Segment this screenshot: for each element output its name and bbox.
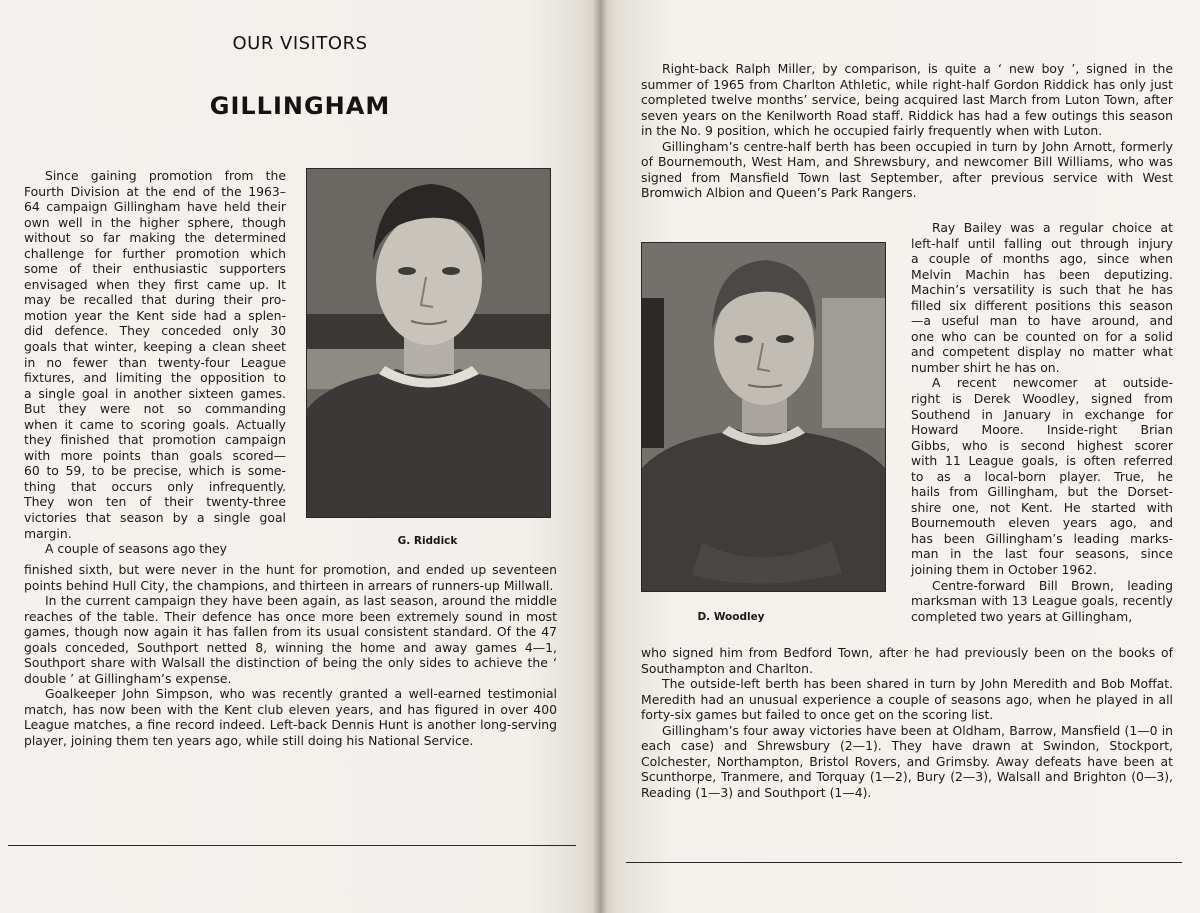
text-line: without so far making the determined [24, 230, 286, 246]
text-line: they finished that promotion campaign [24, 432, 286, 448]
intro-paragraph [24, 168, 286, 541]
text-line: envisaged when they first came up. It [24, 276, 286, 292]
text-line: and competent display no matter what [911, 344, 1173, 360]
text-line: motion year the Kent side had a splen- [24, 307, 286, 323]
text-line: Fourth Division at the end of the 1963– [24, 183, 286, 199]
text-line: has been Gillingham’s leading marks- [911, 530, 1173, 546]
paragraph-fullbacks: Right-back Ralph Miller, by comparison, is quite a ‘ new boy ’, signed in the summer of 1965 from Charlton Athletic, while right-half Gordon Riddick has only just completed twelve months’ service, being acquired last March from Luton Town, after seven years on the Kenilworth Road staff. Riddick has had a few outings this season in the No. 9 position, which he occupied fairly frequently when with Luton. [641, 61, 1173, 139]
text-line: to as a local-born player. True, he [911, 468, 1173, 484]
text-line: with 11 League goals, is often referred [911, 453, 1173, 469]
paragraph-seasons-start: A couple of seasons ago they [45, 541, 228, 557]
text-line: A recent newcomer at outside- [932, 375, 1173, 391]
text-line: Ray Bailey was a regular choice at [932, 220, 1173, 235]
text-line: filled six different positions this season [911, 297, 1173, 313]
text-line: Gibbs, who is second highest scorer [911, 437, 1173, 453]
paragraph-brown-start [911, 578, 1173, 625]
text-line: —a useful man to have around, and [911, 313, 1173, 329]
paragraph-outside-left: The outside-left berth has been shared in turn by John Meredith and Bob Moffat. Meredith had an unusual experience a couple of seasons ago, when he played in all forty-six games but failed to once get on the scoring list. [641, 676, 1173, 723]
text-line: own well in the higher sphere, though [24, 214, 286, 230]
paragraph-away-record: Gillingham’s four away victories have been at Oldham, Barrow, Mansfield (1—0 in each case) and Shrewsbury (2—1). They have drawn at Swindon, Stockport, Colchester, Northampton, Bristol Rovers, and Grimsby. Away defeats have been at Scunthorpe, Tranmere, and Torquay (1—2), Bury (2—3), Walsall and Brighton (0—3), Reading (1—3) and Southport (1—4). [641, 722, 1173, 800]
club-title: GILLINGHAM [209, 92, 391, 120]
text-line: Bournemouth eleven years ago, and [911, 515, 1173, 531]
text-line: some of their enthusiastic supporters [24, 261, 286, 277]
text-line: 64 campaign Gillingham have held their [24, 199, 286, 215]
text-line: in no fewer than twenty-four League [24, 354, 286, 370]
text-line: challenge for further promotion which [24, 245, 286, 261]
text-line: They won ten of their twenty-three [24, 494, 286, 510]
text-line: with more points than goals scored— [24, 447, 286, 463]
text-line: may be recalled that during their pro- [24, 292, 286, 308]
text-line: But they were not so commanding [24, 401, 286, 417]
text-line: Since gaining promotion from the [45, 168, 286, 183]
section-heading: OUR VISITORS [232, 33, 368, 54]
woodley-portrait-icon [642, 243, 885, 591]
right-bottom-rule [626, 862, 1182, 863]
right-top-column [641, 61, 1173, 201]
text-line: when it came to scoring goals. Actually [24, 416, 286, 432]
right-bottom-column [641, 645, 1173, 800]
text-line: Melvin Machin has been deputizing. [911, 266, 1173, 282]
text-line: joining them in October 1962. [911, 562, 1097, 578]
text-line: Centre-forward Bill Brown, leading [932, 577, 1173, 593]
text-line: goals that winter, keeping a clean sheet [24, 339, 286, 355]
paragraph-brown-rest: who signed him from Bedford Town, after he had previously been on the books of Southampton and Charlton. [641, 645, 1173, 676]
text-line: a single goal in another sixteen games. [24, 385, 286, 401]
paragraph-woodley [911, 375, 1173, 577]
left-bottom-rule [8, 845, 576, 846]
text-line: 60 to 59, to be precise, which is some- [24, 463, 286, 479]
intro-column [24, 168, 286, 557]
text-line: Machin’s versatility is such that he has [911, 282, 1173, 298]
text-line: Howard Moore. Inside-right Brian [911, 422, 1173, 438]
text-line: fixtures, and limiting the opposition to [24, 370, 286, 386]
text-line: shire one, not Kent. He started with [911, 499, 1173, 515]
text-line: Southend in January in exchange for [911, 406, 1173, 422]
text-line: marksman with 13 League goals, recently [911, 593, 1173, 609]
paragraph-centre-half: Gillingham’s centre-half berth has been occupied in turn by John Arnott, formerly of Bournemouth, West Ham, and Shrewsbury, and newcomer Bill Williams, who was signed from Mansfield Town last September, after previous service with West Bromwich Albion and Queen’s Park Rangers. [641, 138, 1173, 201]
text-line: man in the last four seasons, since [911, 546, 1173, 562]
woodley-caption: D. Woodley [697, 611, 765, 623]
woodley-photo [641, 242, 886, 592]
paragraph-goalkeeper: Goalkeeper John Simpson, who was recently granted a well-earned testimonial match, has now been with the Kent club eleven years, and has figured in over 400 League matches, a fine record indeed. Left-back Dennis Hunt is another long-serving player, joining them ten years ago, while still doing his National Service. [24, 686, 557, 749]
right-narrow-column [911, 220, 1173, 624]
text-line: right is Derek Woodley, signed from [911, 391, 1173, 407]
text-line: a couple of months ago, since when [911, 251, 1173, 267]
riddick-caption: G. Riddick [397, 535, 458, 547]
text-line: one who can be counted on for a solid [911, 328, 1173, 344]
text-line: left-half until falling out through injury [911, 235, 1173, 251]
text-line: hails from Gillingham, but the Dorset- [911, 484, 1173, 500]
text-line: margin. [24, 525, 72, 541]
main-column-left [24, 562, 557, 749]
paragraph-current-campaign: In the current campaign they have been again, as last season, around the middle reaches of the table. Their defence has once more been extremely sound in most games, though now again it has fallen from its usual consistent standard. Of the 47 goals conceded, Southport netted 8, winning the home and away games 4—1, Southport share with Walsall the distinction of being the only sides to achieve the ‘ double ’ at Gillingham’s expense. [24, 593, 557, 686]
book-spine [593, 0, 607, 913]
riddick-portrait-icon [307, 169, 550, 517]
riddick-photo [306, 168, 551, 518]
text-line: thing that occurs only infrequently. [24, 478, 286, 494]
text-line: victories that season by a single goal [24, 510, 286, 526]
text-line: number shirt he has on. [911, 359, 1060, 375]
text-line: did defence. They conceded only 30 [24, 323, 286, 339]
text-line: completed two years at Gillingham, [911, 608, 1133, 624]
paragraph-seasons-rest: finished sixth, but were never in the hunt for promotion, and ended up seventeen points behind Hull City, the champions, and thirteen in arrears of runners-up Millwall. [24, 562, 557, 593]
paragraph-bailey [911, 220, 1173, 375]
